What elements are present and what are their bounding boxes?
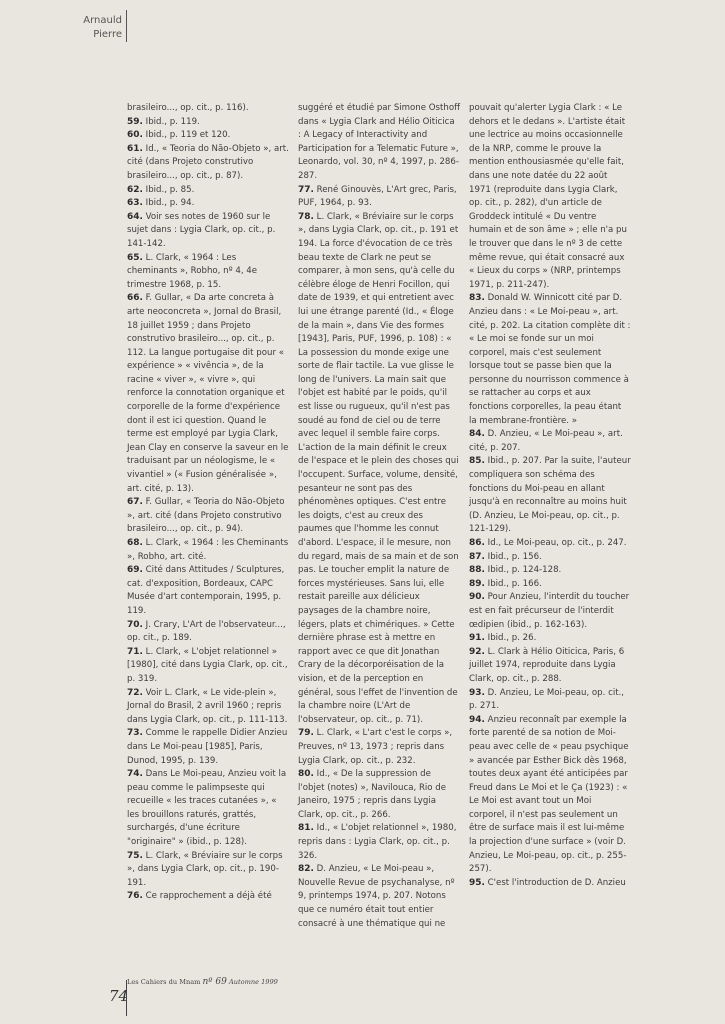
issue-season: Automne 1999 [228,978,278,986]
footnote: 81. Id., « L'objet relationnel », 1980, repris dans : Lygia Clark, op. cit., p. 326. [298,823,457,861]
footnote-number: 88. [469,565,485,576]
notes-column-1 [127,102,289,904]
footnote: 77. René Ginouvès, L'Art grec, Paris, PUF, 1964, p. 93. [298,184,457,209]
footnote-number: 71. [127,646,143,657]
footnote: 80. Id., « De la suppression de l'objet (notes) », Navilouca, Rio de Janeiro, 1975 ; repris dans Lygia Clark, op. cit., p. 266. [298,769,447,820]
footnote-number: 80. [298,769,314,780]
footnote-number: 60. [127,130,143,141]
footnote-number: 79. [298,728,314,739]
footnote-number: 76. [127,891,143,902]
footnote: 93. D. Anzieu, Le Moi-peau, op. cit., p. 271. [469,687,625,712]
footnote-number: 93. [469,687,485,698]
footnote: 66. F. Gullar, « Da arte concreta à arte neoconcreta », Jornal do Brasil, 18 juillet 1959 ; dans Projeto construtivo brasileiro..., op. cit., p. 112. La langue portugaise dit pour « expérience » « vivência », de la racine « viver », « vivre », qui renforce la connotation organique et corporelle de la forme d'expérience dont il est ici question. Quand le terme est employé par Lygia Clark, Jean Clay en conserve la saveur en le traduisant par un néologisme, le « vivantiel » (« Fusion généralisée », art. cité, p. 13). [127,293,289,494]
footnote-number: 78. [298,211,314,222]
footnote: 82. D. Anzieu, « Le Moi-peau », Nouvelle Revue de psychanalyse, nº 9, printemps 1974, p. 207. Notons que ce numéro était tout entier consacré à une thématique qui ne [298,864,455,929]
footnote-number: 63. [127,198,143,209]
footnote: 92. L. Clark à Hélio Oiticica, Paris, 6 juillet 1974, reproduite dans Lygia Clark, op. cit., p. 288. [469,646,625,684]
footnote: 76. Ce rapprochement a déjà été [127,891,272,902]
footnote-number: 72. [127,687,143,698]
footnote-number: 68. [127,538,143,548]
footnote-number: 82. [298,864,314,875]
footnote: 61. Id., « Teoria do Não-Objeto », art. cité (dans Projeto construtivo brasileiro..., op. cit., p. 87). [127,143,289,181]
footnote: 74. Dans Le Moi-peau, Anzieu voit la peau comme le palimpseste qui recueille « les traces cutanées », « les brouillons raturés, grattés, surchargés, d'une écriture "originaire" » (ibid., p. 128). [127,769,287,848]
footnote-number: 66. [127,293,143,304]
footnote: 62. Ibid., p. 85. [127,184,195,195]
author-first-name: Arnauld [83,15,122,26]
footnote-number: 69. [127,565,143,576]
footnote: 86. Id., Le Moi-peau, op. cit., p. 247. [469,538,627,548]
journal-title: Les Cahiers du Mnam [127,978,201,986]
footnote: 60. Ibid., p. 119 et 120. [127,130,231,141]
footnote: 63. Ibid., p. 94. [127,198,195,209]
footnote: 75. L. Clark, « Bréviaire sur le corps », dans Lygia Clark, op. cit., p. 190-191. [127,850,283,888]
footnote: 83. Donald W. Winnicott cité par D. Anzieu dans : « Le Moi-peau », art. cité, p. 202. La citation complète dit : « Le moi se fonde sur un moi corporel, mais c'est seulement lorsque tout se passe bien que la personne du nourrisson commence à se rattacher au corps et aux fonctions corporelles, la peau étant la membrane-frontière. » [469,293,631,426]
notes-column-3 [469,102,631,890]
footnote-number: 64. [127,211,143,222]
footnote: 85. Ibid., p. 207. Par la suite, l'auteur compliquera son schéma des fonctions du Moi-peau en allant jusqu'à en reconnaître au moins huit (D. Anzieu, Le Moi-peau, op. cit., p. 121-129). [469,456,631,535]
author-name [83,14,122,42]
footnote-number: 65. [127,252,143,263]
author-last-name: Pierre [93,29,122,40]
footnote-number: 74. [127,769,143,780]
footnote-number: 92. [469,646,485,657]
footnote: 90. Pour Anzieu, l'interdit du toucher est en fait précurseur de l'interdit œdipien (ibid., p. 162-163). [469,592,630,630]
footnote: 84. D. Anzieu, « Le Moi-peau », art. cité, p. 207. [469,429,623,453]
footnote: 69. Cité dans Attitudes / Sculptures, cat. d'exposition, Bordeaux, CAPC Musée d'art contemporain, 1995, p. 119. [127,565,285,616]
footnote-number: 67. [127,497,143,508]
footnote-number: 90. [469,592,485,603]
footnote: 64. Voir ses notes de 1960 sur le sujet dans : Lygia Clark, op. cit., p. 141-142. [127,211,276,249]
footnote-number: 94. [469,714,485,725]
footnote: 65. L. Clark, « 1964 : Les cheminants », Robho, nº 4, 4e trimestre 1968, p. 15. [127,252,258,290]
footnote-number: 95. [469,877,485,888]
footnote-number: 61. [127,143,143,154]
footnote-number: 91. [469,633,485,644]
footnote: brasileiro..., op. cit., p. 116). [127,103,249,113]
header-divider [126,10,127,42]
footnote-number: 86. [469,538,485,548]
footnote-number: 59. [127,116,143,127]
footnote-number: 89. [469,578,485,589]
issue-number: nº 69 [202,977,227,987]
footnote: 91. Ibid., p. 26. [469,633,537,644]
running-footer [127,977,278,987]
footnote-number: 84. [469,429,485,440]
footnote-number: 87. [469,551,485,562]
footnote: 79. L. Clark, « L'art c'est le corps », Preuves, nº 13, 1973 ; repris dans Lygia Clark, op. cit., p. 232. [298,728,453,766]
footnote-number: 62. [127,184,143,195]
footnote-number: 70. [127,619,143,630]
footnote-number: 83. [469,293,485,304]
footnote: 73. Comme le rappelle Didier Anzieu dans Le Moi-peau [1985], Paris, Dunod, 1995, p. 139. [127,728,288,766]
footnote: 94. Anzieu reconnaît par exemple la forte parenté de sa notion de Moi-peau avec celle de « peau psychique » avancée par Esther Bick dès 1968, toutes deux ayant été anticipées par Freud dans Le Moi et le Ça (1923) : « Le Moi est avant tout un Moi corporel, il n'est pas seulement un être de surface mais il est lui-même la projection d'une surface » (voir D. Anzieu, Le Moi-peau, op. cit., p. 255-257). [469,714,629,875]
footnote-number: 85. [469,456,485,467]
footnote: 70. J. Crary, L'Art de l'observateur..., op. cit., p. 189. [127,619,286,644]
footnote: 72. Voir L. Clark, « Le vide-plein », Jornal do Brasil, 2 avril 1960 ; repris dans Lygia Clark, op. cit., p. 111-113. [127,687,288,725]
footnote: 89. Ibid., p. 166. [469,578,542,589]
footnote: 78. L. Clark, « Bréviaire sur le corps », dans Lygia Clark, op. cit., p. 191 et 194. La force d'évocation de ce très beau texte de Clark ne peut se comparer, à mon sens, qu'à celle du célèbre éloge de Henri Focillon, qui date de 1939, et qui entretient avec lui une étrange parenté (Id., « Éloge de la main », dans Vie des formes [1943], Paris, PUF, 1996, p. 108) : « La possession du monde exige une sorte de flair tactile. La vue glisse le long de l'univers. La main sait que l'objet est habité par le poids, qu'il est lisse ou rugueux, qu'il n'est pas soudé au fond de ciel ou de terre avec lequel il semble faire corps. L'action de la main définit le creux de l'espace et le plein des choses qui l'occupent. Surface, volume, densité, pesanteur ne sont pas des phénomènes optiques. C'est entre les doigts, c'est au creux des paumes que l'homme les connut d'abord. L'espace, il le mesure, non du regard, mais de sa main et de son pas. Le toucher emplit la nature de forces mystérieuses. Sans lui, elle restait pareille aux délicieux paysages de la chambre noire, légers, plats et chimériques. » Cette dernière phrase est à mettre en rapport avec ce que dit Jonathan Crary de la décorporéisation de la vision, et de la perception en général, sous l'effet de l'invention de la chambre noire (L'Art de l'observateur, op. cit., p. 71). [298,211,459,725]
footnote: 71. L. Clark, « L'objet relationnel » [1980], cité dans Lygia Clark, op. cit., p. 319. [127,646,288,684]
footnote: 88. Ibid., p. 124-128. [469,565,562,576]
footnote: suggéré et étudié par Simone Osthoff dans « Lygia Clark and Hélio Oiticica : A Legacy of Interactivity and Participation for a Telematic Future », Leonardo, vol. 30, nº 4, 1997, p. 286-287. [298,103,460,181]
footnote: 87. Ibid., p. 156. [469,551,542,562]
footnote-number: 75. [127,850,143,861]
footnote-number: 81. [298,823,314,834]
footnote: pouvait qu'alerter Lygia Clark : « Le dehors et le dedans ». L'artiste était une lectrice au moins occasionnelle de la NRP, comme le prouve la mention enthousiasmée qu'elle fait, dans une note datée du 22 août 1971 (reproduite dans Lygia Clark, op. cit., p. 282), d'un article de Groddeck intitulé « Du ventre humain et de son âme » ; elle n'a pu le trouver que dans le nº 3 de cette même revue, qui était consacré aux « Lieux du corps » (NRP, printemps 1971, p. 211-247). [469,103,627,290]
footnote: 68. L. Clark, « 1964 : les Cheminants », Robho, art. cité. [127,538,289,562]
footnote: 95. C'est l'introduction de D. Anzieu [469,877,626,888]
footnote: 59. Ibid., p. 119. [127,116,200,127]
footnote-number: 73. [127,728,143,739]
footnote: 67. F. Gullar, « Teoria do Não-Objeto », art. cité (dans Projeto construtivo brasileiro..., op. cit., p. 94). [127,497,285,535]
notes-column-2 [298,102,460,931]
footnote-number: 77. [298,184,314,195]
page-number: 74 [109,987,129,1005]
